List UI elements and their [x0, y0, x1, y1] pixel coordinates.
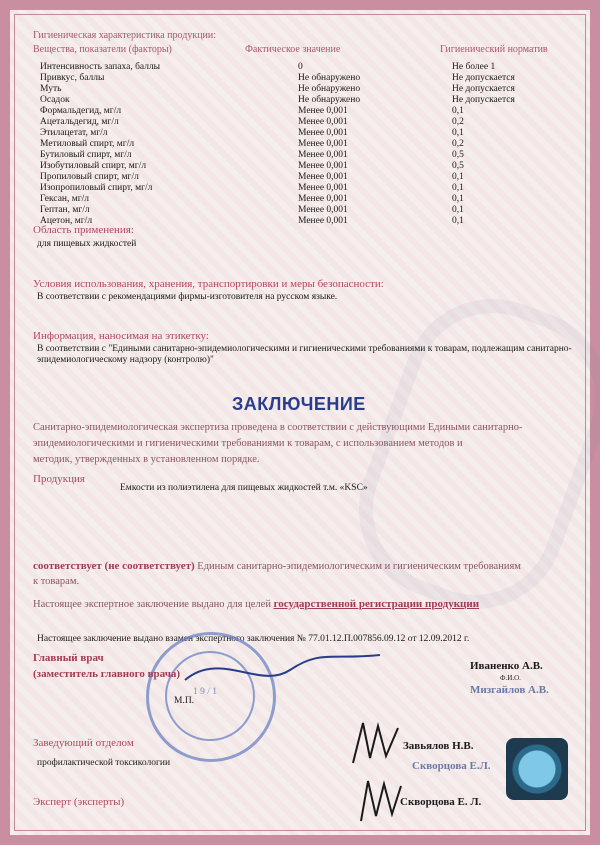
table-row: Бутиловый спирт, мг/л Менее 0,001 0,5: [40, 150, 464, 160]
stamp-text: 1 9 / 1: [193, 687, 218, 697]
conclusion-line1: Санитарно-эпидемиологическая экспертиза проведена в соответствии с действующими Едиными санитарно-: [33, 422, 523, 433]
hygiene-title: Гигиеническая характеристика продукции:: [33, 30, 217, 41]
conclusion-line2: эпидемиологическими и гигиеническими требованиями к товарам, с использованием методов и: [33, 438, 463, 449]
chief-subtitle: (заместитель главного врача): [33, 668, 181, 680]
purpose-bold: государственной регистрации продукции: [273, 598, 480, 610]
label-info-label: Информация, наносимая на этикетку:: [33, 330, 209, 342]
department-value: профилактической токсикологии: [37, 758, 171, 768]
chief-title: Главный врач: [33, 652, 104, 664]
department-signature: [348, 718, 408, 768]
purpose-line: [33, 598, 479, 610]
conditions-value: В соответствии с рекомендациями фирмы-изготовителя на русском языке.: [37, 292, 338, 302]
table-row: Привкус, баллы Не обнаружено Не допускается: [40, 73, 515, 83]
department-label: Заведующий отделом: [33, 737, 134, 749]
table-row: Метиловый спирт, мг/л Менее 0,001 0,2: [40, 139, 464, 149]
compliance-line2: к товарам.: [33, 576, 80, 587]
conclusion-line3: методик, утвержденных в установленном порядке.: [33, 454, 260, 465]
table-header-substance: Вещества, показатели (факторы): [33, 44, 172, 55]
chief-signature: [180, 640, 390, 700]
conclusion-title: ЗАКЛЮЧЕНИЕ: [232, 394, 366, 414]
department-head-name: Завьялов Н.В.: [403, 740, 474, 752]
compliance-bold: соответствует (не соответствует): [33, 560, 195, 572]
table-row: Гептан, мг/л Менее 0,001 0,1: [40, 205, 464, 215]
table-row: Интенсивность запаха, баллы 0 Не более 1: [40, 62, 496, 72]
table-row: Изопропиловый спирт, мг/л Менее 0,001 0,1: [40, 183, 464, 193]
table-row: Муть Не обнаружено Не допускается: [40, 84, 515, 94]
compliance-line1: [33, 560, 521, 572]
table-row: Изобутиловый спирт, мг/л Менее 0,001 0,5: [40, 161, 464, 171]
label-info-line1: В соответствии с "Едиными санитарно-эпидемиологическими и гигиеническими требованиями к товарам, подлежащим санитарно-: [37, 344, 572, 354]
table-row: Этилацетат, мг/л Менее 0,001 0,1: [40, 128, 464, 138]
table-row: Формальдегид, мг/л Менее 0,001 0,1: [40, 106, 464, 116]
label-info-line2: эпидемиологическому надзору (контролю)": [37, 355, 214, 365]
hologram-seal: [506, 738, 568, 800]
chief-stamp-name: Мизгайлов А.В.: [470, 684, 549, 696]
table-row: Пропиловый спирт, мг/л Менее 0,001 0,1: [40, 172, 464, 182]
table-header-norm: Гигиенический норматив: [440, 44, 548, 55]
product-label: Продукция: [33, 473, 85, 485]
expert-label: Эксперт (эксперты): [33, 796, 125, 808]
department-stamp-name: Скворцова Е.Л.: [412, 760, 491, 772]
fio-caption: Ф.И.О.: [500, 674, 521, 682]
expert-signature: [356, 776, 406, 826]
mp-label: М.П.: [174, 696, 195, 706]
table-row: Осадок Не обнаружено Не допускается: [40, 95, 515, 105]
table-row: Ацетон, мг/л Менее 0,001 0,1: [40, 216, 464, 226]
purpose-prefix: Настоящее экспертное заключение выдано для целей: [33, 599, 274, 610]
scope-value: для пищевых жидкостей: [37, 239, 137, 249]
chief-name: Иваненко А.В.: [470, 660, 543, 672]
scope-label: Область применения:: [33, 224, 134, 236]
compliance-rest: Единым санитарно-эпидемиологическим и гигиеническим требованиям: [194, 561, 521, 572]
table-header-actual: Фактическое значение: [245, 44, 341, 55]
replacement-note: Настоящее заключение выдано взамен экспертного заключения № 77.01.12.П.007856.09.12 от 12.09.2012 г.: [37, 634, 470, 644]
expert-name: Скворцова Е. Л.: [400, 796, 482, 808]
table-row: Гексан, мг/л Менее 0,001 0,1: [40, 194, 464, 204]
product-value: Емкости из полиэтилена для пищевых жидкостей т.м. «KSC»: [120, 483, 368, 493]
table-row: Ацетальдегид, мг/л Менее 0,001 0,2: [40, 117, 464, 127]
conditions-label: Условия использования, хранения, транспортировки и меры безопасности:: [33, 278, 384, 290]
